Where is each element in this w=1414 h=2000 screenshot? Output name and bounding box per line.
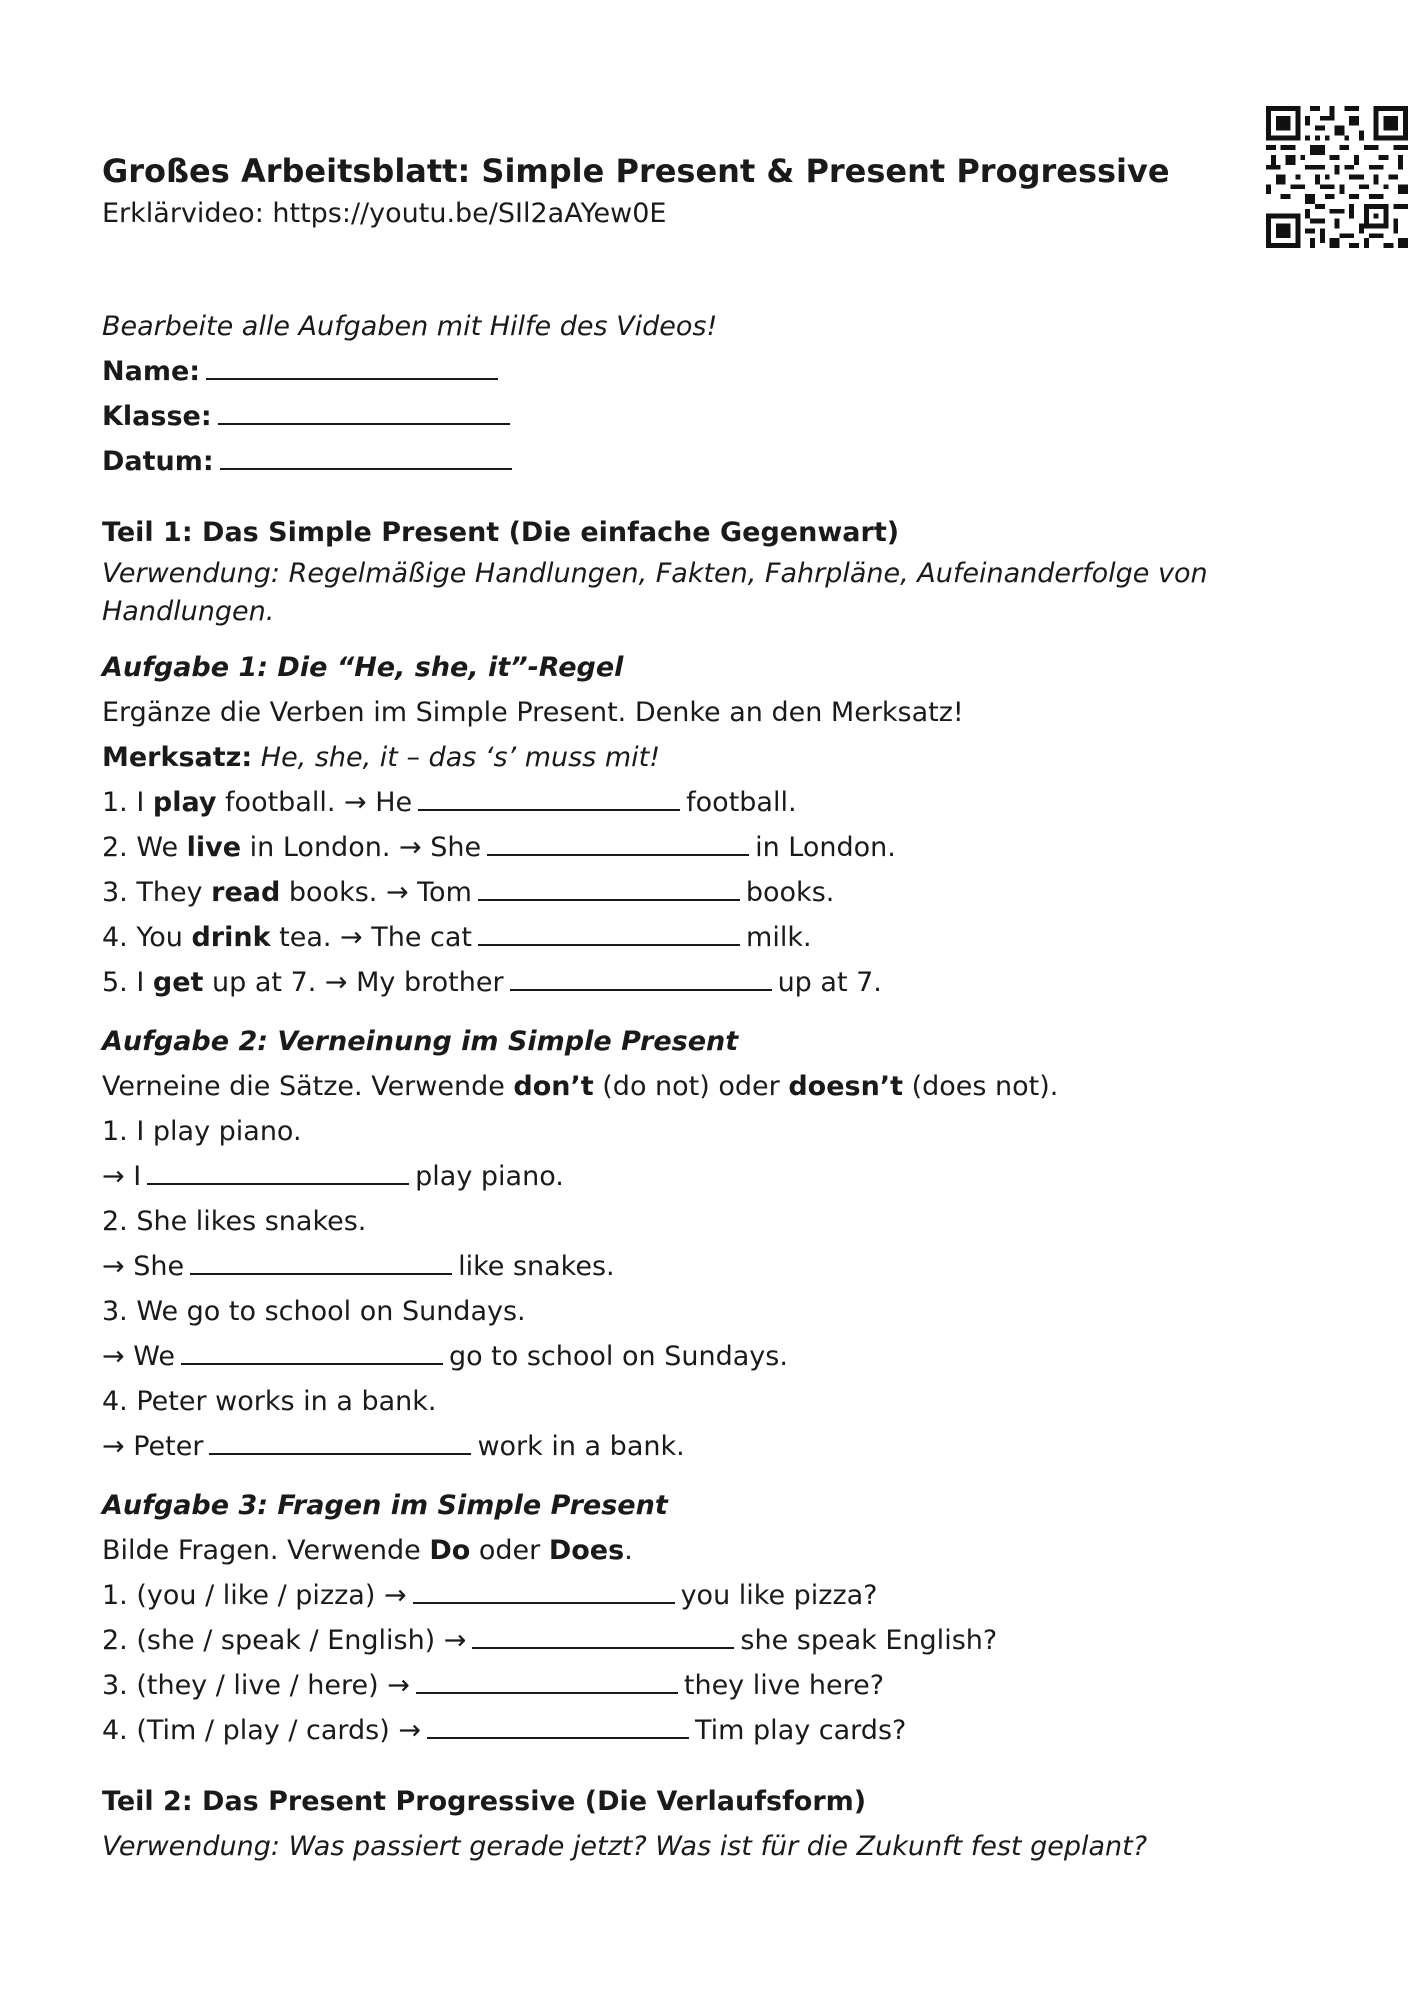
task1-item	[102, 780, 1312, 825]
item-post: they live here?	[683, 1670, 885, 1701]
class-blank[interactable]	[218, 422, 510, 425]
item-pre: 4. You	[102, 922, 192, 953]
task2-answer-line	[102, 1244, 1312, 1289]
class-field	[102, 394, 1312, 439]
name-field	[102, 349, 1312, 394]
item-post: in London.	[755, 832, 896, 863]
task1-item	[102, 870, 1312, 915]
answer-blank[interactable]	[427, 1736, 689, 1739]
task2-answer-line	[102, 1154, 1312, 1199]
qr-code-icon	[1266, 106, 1408, 248]
task2-sentence: 3. We go to school on Sundays.	[102, 1296, 526, 1327]
item-pre: → Peter	[102, 1431, 204, 1462]
item-pre: → We	[102, 1341, 175, 1372]
task2-answer-line	[102, 1334, 1312, 1379]
item-mid: up at 7. → My brother	[203, 967, 504, 998]
item-post: books.	[745, 877, 835, 908]
item-verb: read	[211, 877, 281, 908]
item-verb: get	[152, 967, 204, 998]
item-pre: 1. (you / like / pizza) →	[102, 1580, 407, 1611]
worksheet-title: Großes Arbeitsblatt: Simple Present & Present Progressive	[102, 152, 1170, 190]
instr-text: (does not).	[903, 1071, 1059, 1102]
doesnt-term: doesn’t	[788, 1071, 903, 1102]
part1-usage: Verwendung: Regelmäßige Handlungen, Fakten, Fahrpläne, Aufeinanderfolge von Handlungen.	[102, 558, 1208, 627]
part2-usage: Verwendung: Was passiert gerade jetzt? Was ist für die Zukunft fest geplant?	[102, 1831, 1148, 1862]
item-post: work in a bank.	[477, 1431, 685, 1462]
task1-item	[102, 825, 1312, 870]
name-blank[interactable]	[206, 377, 498, 380]
item-pre: 2. (she / speak / English) →	[102, 1625, 467, 1656]
answer-blank[interactable]	[478, 943, 740, 946]
merksatz-text: He, she, it – das ‘s’ muss mit!	[260, 742, 661, 773]
task2-sentence: 4. Peter works in a bank.	[102, 1386, 437, 1417]
task3-item	[102, 1708, 1312, 1753]
answer-blank[interactable]	[472, 1646, 734, 1649]
general-instruction: Bearbeite alle Aufgaben mit Hilfe des Videos!	[102, 311, 718, 342]
task1-merksatz	[102, 735, 1312, 780]
answer-blank[interactable]	[190, 1272, 452, 1275]
answer-blank[interactable]	[209, 1452, 471, 1455]
instr-text: .	[624, 1535, 633, 1566]
item-post: you like pizza?	[680, 1580, 878, 1611]
task2-heading: Aufgabe 2: Verneinung im Simple Present	[102, 1026, 739, 1057]
name-label: Name:	[102, 356, 201, 387]
task3-heading: Aufgabe 3: Fragen im Simple Present	[102, 1490, 668, 1521]
item-post: up at 7.	[777, 967, 882, 998]
answer-blank[interactable]	[487, 853, 749, 856]
item-mid: football. → He	[216, 787, 413, 818]
item-pre: 2. We	[102, 832, 187, 863]
answer-blank[interactable]	[413, 1601, 675, 1604]
answer-blank[interactable]	[510, 988, 772, 991]
task1-item	[102, 960, 1312, 1005]
item-pre: 5. I	[102, 967, 153, 998]
task3-item	[102, 1573, 1312, 1618]
does-term: Does	[548, 1535, 625, 1566]
task1-instruction: Ergänze die Verben im Simple Present. Denke an den Merksatz!	[102, 697, 964, 728]
worksheet-content	[102, 304, 1312, 1869]
task2-answer-line	[102, 1424, 1312, 1469]
task3-item	[102, 1663, 1312, 1708]
date-field	[102, 439, 1312, 484]
task1-heading: Aufgabe 1: Die “He, she, it”-Regel	[102, 652, 624, 683]
item-post: football.	[686, 787, 797, 818]
dont-term: don’t	[513, 1071, 594, 1102]
date-label: Datum:	[102, 446, 214, 477]
answer-blank[interactable]	[181, 1362, 443, 1365]
task1-item	[102, 915, 1312, 960]
merksatz-label: Merksatz:	[102, 742, 253, 773]
item-post: go to school on Sundays.	[448, 1341, 788, 1372]
instr-text: Bilde Fragen. Verwende	[102, 1535, 430, 1566]
item-post: she speak English?	[740, 1625, 998, 1656]
task2-sentence: 2. She likes snakes.	[102, 1206, 367, 1237]
task2-instruction	[102, 1064, 1312, 1109]
item-verb: drink	[191, 922, 271, 953]
instr-text: oder	[470, 1535, 549, 1566]
class-label: Klasse:	[102, 401, 212, 432]
item-mid: tea. → The cat	[270, 922, 473, 953]
date-blank[interactable]	[220, 467, 512, 470]
item-pre: 1. I	[102, 787, 153, 818]
item-mid: books. → Tom	[280, 877, 472, 908]
item-pre: 4. (Tim / play / cards) →	[102, 1715, 421, 1746]
item-post: like snakes.	[458, 1251, 615, 1282]
answer-blank[interactable]	[478, 898, 740, 901]
instr-text: (do not) oder	[593, 1071, 789, 1102]
item-pre: → I	[102, 1161, 142, 1192]
instr-text: Verneine die Sätze. Verwende	[102, 1071, 514, 1102]
do-term: Do	[429, 1535, 471, 1566]
video-link[interactable]: Erklärvideo: https://youtu.be/SIl2aAYew0E	[102, 198, 667, 229]
answer-blank[interactable]	[416, 1691, 678, 1694]
task3-item	[102, 1618, 1312, 1663]
item-post: Tim play cards?	[695, 1715, 907, 1746]
item-pre: 3. They	[102, 877, 212, 908]
task3-instruction	[102, 1528, 1312, 1573]
item-verb: live	[186, 832, 242, 863]
item-verb: play	[152, 787, 217, 818]
item-pre: → She	[102, 1251, 185, 1282]
item-post: play piano.	[415, 1161, 564, 1192]
task2-sentence: 1. I play piano.	[102, 1116, 302, 1147]
part1-heading: Teil 1: Das Simple Present (Die einfache Gegenwart)	[102, 517, 900, 548]
item-post: milk.	[746, 922, 812, 953]
item-mid: in London. → She	[241, 832, 482, 863]
part2-heading: Teil 2: Das Present Progressive (Die Verlaufsform)	[102, 1786, 867, 1817]
answer-blank[interactable]	[418, 808, 680, 811]
item-pre: 3. (they / live / here) →	[102, 1670, 410, 1701]
answer-blank[interactable]	[147, 1182, 409, 1185]
